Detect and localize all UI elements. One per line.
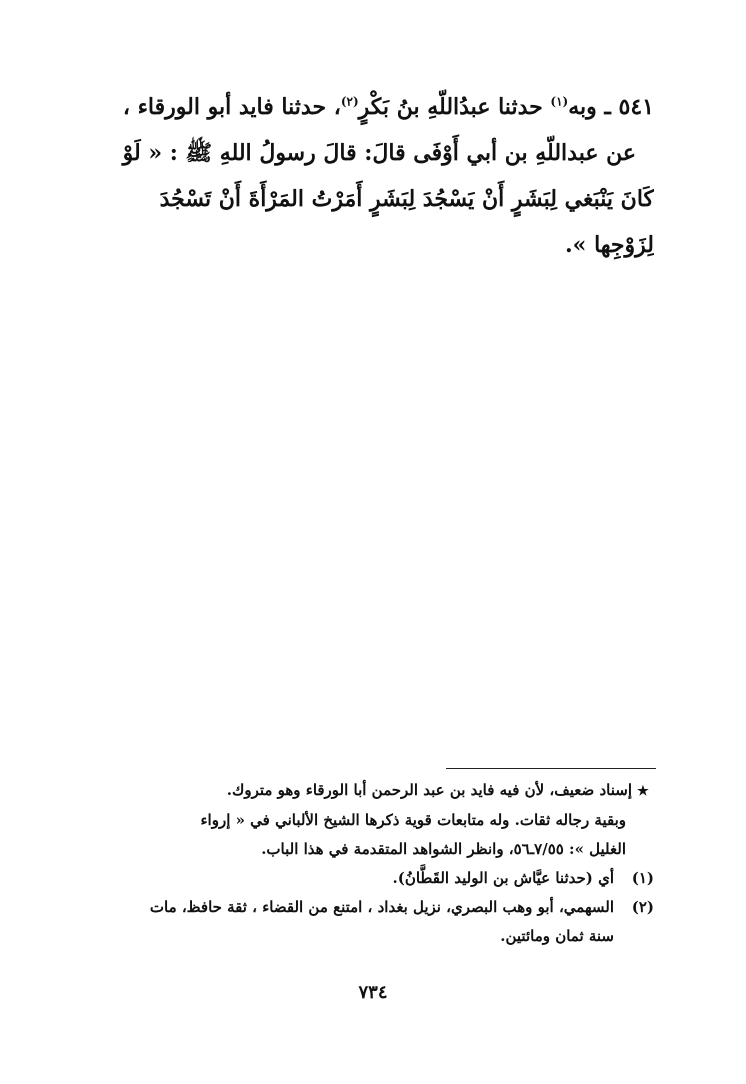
hadith-text (74, 84, 654, 268)
footnote-1: (١)أي (حدثنا عيَّاش بن الوليد القَطَّانُ). (54, 864, 654, 893)
footnote-ref-2: (٢) (340, 94, 359, 109)
footnote-divider (446, 768, 656, 769)
hadith-line-3: كَانَ يَنْبَغي لِبَشَرٍ أَنْ يَسْجُدَ لِبَشَرٍ أَمَرْتُ المَرْأَةَ أَنْ تَسْجُدَ (159, 186, 654, 212)
hadith-number: ٥٤١ (618, 94, 654, 120)
hadith-line-2: عن عبداللّهِ بن أبي أَوْفَى قالَ: قالَ رسولُ اللهِ ﷺ : « لَوْ (122, 140, 636, 166)
grading-note-line-1: ★إسناد ضعيف، لأن فيه فايد بن عبد الرحمن أبا الورقاء وهو متروك. (54, 776, 654, 806)
hadith-line-4: لِزَوْجِها ». (565, 232, 654, 258)
footnote-2-line-1: (٢)السهمي، أبو وهب البصري، نزيل بغداد ، امتنع من القضاء ، ثقة حافظ، مات (54, 893, 654, 922)
footnote-2-number: (٢) (631, 898, 654, 916)
footnotes (54, 776, 654, 951)
grading-note-line-2: وبقية رجاله ثقات. وله متابعات قوية ذكرها الشيخ الألباني في « إرواء (200, 811, 626, 829)
footnote-2-line-2: سنة ثمان ومائتين. (500, 927, 614, 945)
star-icon: ★ (637, 784, 649, 799)
hadith-line-1: ٥٤١ ـ وبه$^{(١)}$ حدثنا عبدُاللّهِ بنُ بَكْرٍ$^{(٢)}$، حدثنا فايد أبو الورقاء ، (122, 94, 654, 120)
page-number: ٧٣٤ (358, 982, 388, 1003)
grading-note-line-3: الغليل »: ٧/٥٥ـ٥٦، وانظر الشواهد المتقدمة في هذا الباب. (261, 840, 626, 858)
footnote-ref-1: (١) (550, 94, 569, 109)
footnote-1-number: (١) (631, 869, 654, 887)
